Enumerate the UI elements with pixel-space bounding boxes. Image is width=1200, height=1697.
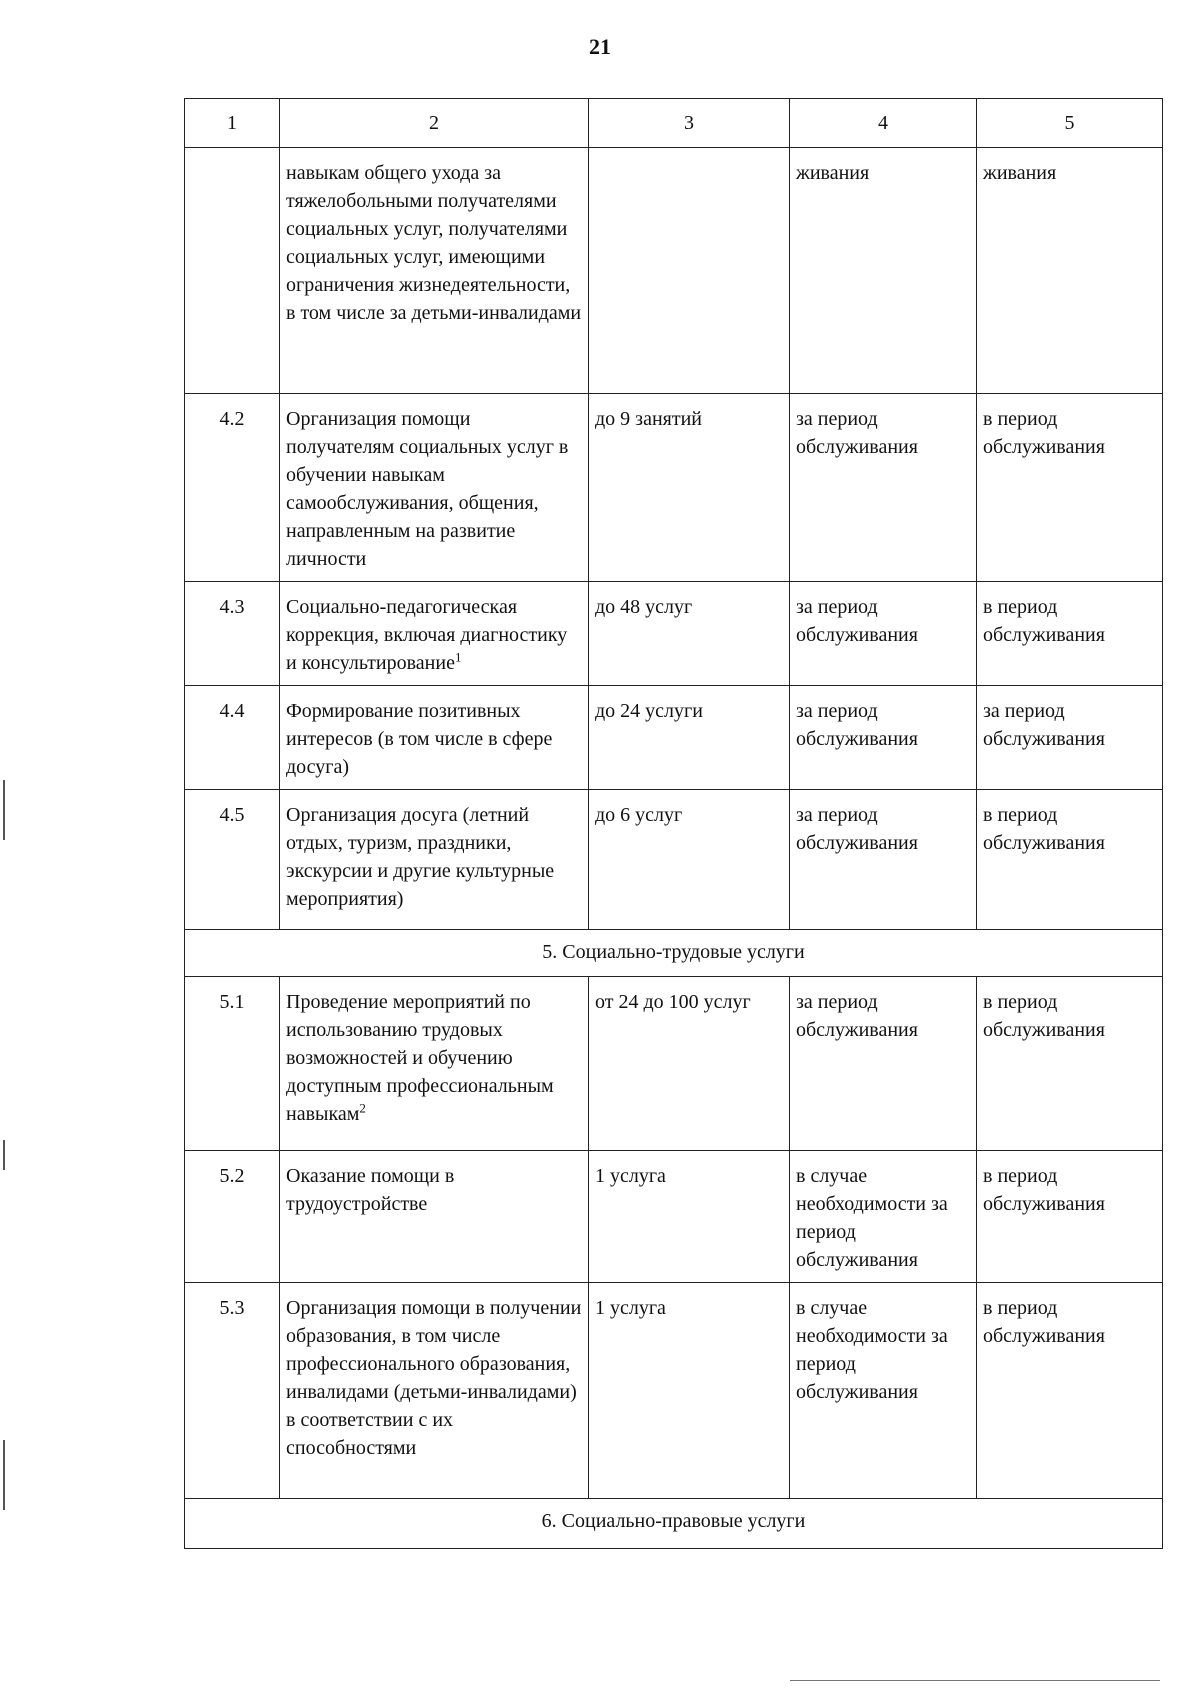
service-period-cell [977, 977, 1163, 1151]
service-name-text: Проведение мероприятий по использованию трудовых возможностей и обучению доступным профессиональным навыкам [286, 991, 554, 1125]
service-volume-text: 1 услуга [595, 1297, 666, 1319]
row-number-text: 4.2 [219, 408, 245, 430]
service-name-cell [280, 1151, 589, 1283]
service-term-text: за период обслуживания [796, 700, 918, 750]
service-period-text: в период обслуживания [983, 804, 1105, 854]
service-volume-cell [589, 148, 790, 394]
row-number-text: 5.1 [219, 991, 245, 1013]
service-volume-text: до 9 занятий [595, 408, 703, 430]
section-title: 6. Социально-правовые услуги [185, 1499, 1163, 1549]
service-name-text: Социально-педагогическая коррекция, включая диагностику и консультирование [286, 596, 568, 674]
service-period-cell [977, 1283, 1163, 1499]
service-name-cell [280, 977, 589, 1151]
header-cell-5: 5 [977, 99, 1163, 148]
service-name-text: Организация досуга (летний отдых, туризм, праздники, экскурсии и другие культурные мероприятия) [286, 804, 555, 910]
row-number-text: 5.3 [219, 1297, 245, 1319]
header-row [185, 99, 1163, 148]
page-number: 21 [589, 34, 611, 59]
service-name-text: навыкам общего ухода за тяжелобольными получателями социальных услуг, получателями социальных услуг, имеющими ограничения жизнедеятельности, в том числе за детьми-инвалидами [286, 162, 582, 324]
service-term-text: за период обслуживания [796, 804, 918, 854]
row-number-cell [185, 1283, 280, 1499]
service-name-text: Организация помощи в получении образования, в том числе профессионального образования, инвалидами (детьми-инвалидами) в соответствии с их способностями [286, 1297, 582, 1459]
service-volume-cell [589, 977, 790, 1151]
service-period-cell [977, 394, 1163, 582]
service-volume-text: от 24 до 100 услуг [595, 991, 751, 1013]
services-table [184, 98, 1163, 1549]
service-term-cell [790, 977, 977, 1151]
scan-bottom-rule [790, 1680, 1160, 1681]
service-term-cell [790, 582, 977, 686]
row-number-text: 4.4 [219, 700, 245, 722]
row-number-cell [185, 790, 280, 930]
service-term-text: в случае необходимости за период обслуживания [796, 1297, 948, 1403]
table-row [185, 582, 1163, 686]
row-number-cell [185, 1151, 280, 1283]
service-period-text: в период обслуживания [983, 991, 1105, 1041]
service-term-cell [790, 790, 977, 930]
row-number-cell [185, 582, 280, 686]
service-term-text: живания [796, 162, 870, 184]
service-term-text: за период обслуживания [796, 596, 918, 646]
service-term-cell [790, 148, 977, 394]
service-term-text: за период обслуживания [796, 408, 918, 458]
row-number-text: 4.3 [219, 596, 245, 618]
footnote-mark: 2 [359, 1100, 366, 1116]
scan-edge-mark [3, 1440, 5, 1510]
service-term-cell [790, 1283, 977, 1499]
row-number-text: 4.5 [219, 804, 245, 826]
service-term-text: в случае необходимости за период обслуживания [796, 1165, 948, 1271]
table-body [185, 148, 1163, 1549]
scan-edge-mark [3, 1140, 5, 1170]
footnote-mark: 1 [454, 649, 462, 665]
service-volume-cell [589, 394, 790, 582]
scan-edge-mark [3, 780, 5, 840]
service-term-cell [790, 1151, 977, 1283]
service-volume-cell [589, 582, 790, 686]
service-name-cell [280, 1283, 589, 1499]
service-name-cell [280, 394, 589, 582]
service-term-cell [790, 394, 977, 582]
service-volume-cell [589, 790, 790, 930]
service-volume-cell [589, 1283, 790, 1499]
row-number-cell [185, 686, 280, 790]
table-row [185, 686, 1163, 790]
table-row [185, 394, 1163, 582]
section-row [185, 1499, 1163, 1549]
service-volume-text: 1 услуга [595, 1165, 666, 1187]
table-row [185, 790, 1163, 930]
header-cell-1: 1 [185, 99, 280, 148]
service-period-cell [977, 686, 1163, 790]
service-period-text: в период обслуживания [983, 596, 1105, 646]
service-term-cell [790, 686, 977, 790]
service-period-text: в период обслуживания [983, 1165, 1105, 1215]
service-name-cell [280, 790, 589, 930]
row-number-cell [185, 148, 280, 394]
service-name-text: Формирование позитивных интересов (в том числе в сфере досуга) [286, 700, 553, 778]
table-row [185, 148, 1163, 394]
service-period-text: живания [983, 162, 1057, 184]
service-name-cell [280, 148, 589, 394]
service-period-text: в период обслуживания [983, 1297, 1105, 1347]
service-period-cell [977, 148, 1163, 394]
service-period-text: за период обслуживания [983, 700, 1105, 750]
service-period-cell [977, 790, 1163, 930]
header-cell-2: 2 [280, 99, 589, 148]
table-row [185, 977, 1163, 1151]
service-period-cell [977, 1151, 1163, 1283]
header-cell-4: 4 [790, 99, 977, 148]
section-row [185, 930, 1163, 977]
section-title: 5. Социально-трудовые услуги [185, 930, 1163, 977]
service-name-cell [280, 582, 589, 686]
service-volume-text: до 48 услуг [595, 596, 693, 618]
service-volume-cell [589, 686, 790, 790]
service-name-cell [280, 686, 589, 790]
service-period-cell [977, 582, 1163, 686]
row-number-text: 5.2 [219, 1165, 245, 1187]
table-row [185, 1283, 1163, 1499]
service-period-text: в период обслуживания [983, 408, 1105, 458]
header-cell-3: 3 [589, 99, 790, 148]
table-row [185, 1151, 1163, 1283]
service-name-text: Организация помощи получателям социальных услуг в обучении навыкам самообслуживания, общения, направленным на развитие личности [286, 408, 569, 570]
service-volume-text: до 6 услуг [595, 804, 683, 826]
row-number-cell [185, 394, 280, 582]
row-number-cell [185, 977, 280, 1151]
service-term-text: за период обслуживания [796, 991, 918, 1041]
service-volume-text: до 24 услуги [595, 700, 703, 722]
service-volume-cell [589, 1151, 790, 1283]
service-name-text: Оказание помощи в трудоустройстве [286, 1165, 455, 1215]
